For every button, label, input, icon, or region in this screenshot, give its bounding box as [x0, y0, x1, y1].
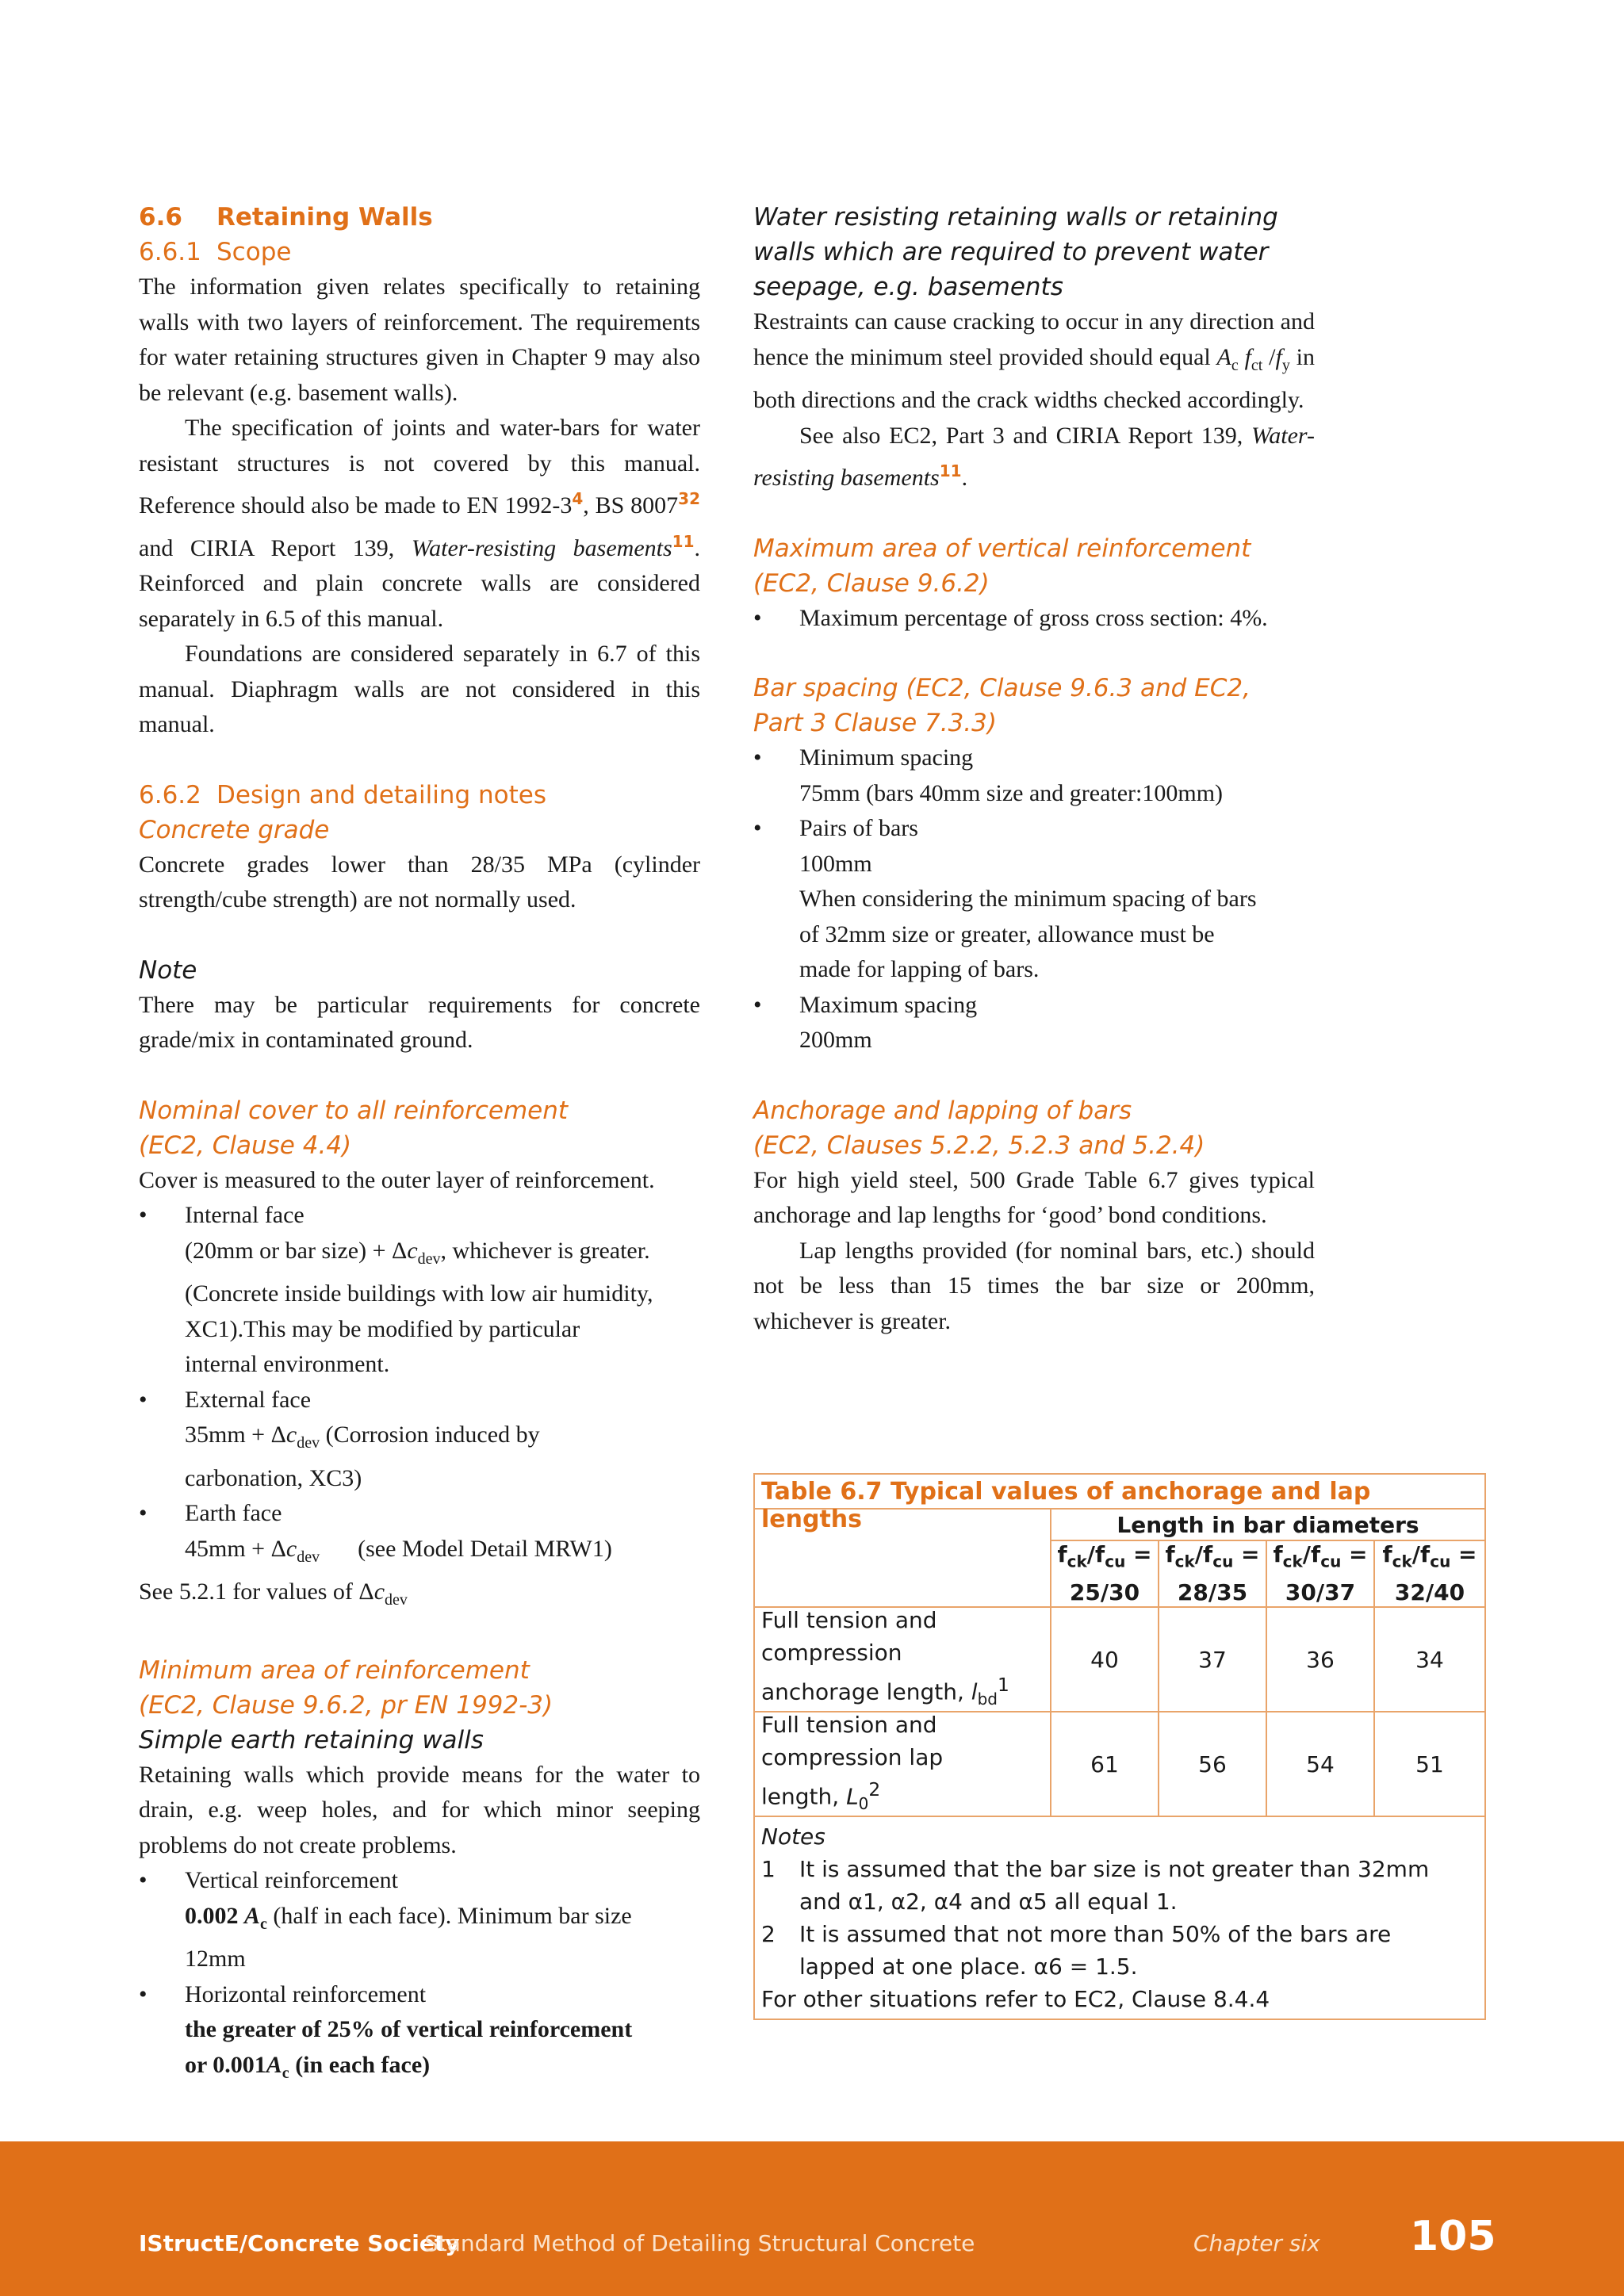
- scope-p2-italic: Water-resisting basements: [411, 534, 672, 561]
- c-symbol: c: [285, 1422, 297, 1448]
- vert-value-text: (half in each face). Minimum bar size: [266, 1902, 632, 1929]
- right-column: [753, 200, 1315, 1339]
- external-l1-text-b: (Corrosion induced by: [320, 1422, 540, 1448]
- horiz-value-text: or 0.001: [185, 2051, 266, 2078]
- external-face-item: [139, 1383, 700, 1418]
- A-symbol: A: [1216, 343, 1231, 370]
- earth-l1-text-b: (see Model Detail MRW1): [358, 1535, 612, 1562]
- dev-subscript: dev: [385, 1591, 408, 1609]
- row-label-lap: [755, 1712, 1051, 1817]
- reference-32: 32: [678, 489, 700, 508]
- bullet: •: [139, 1867, 147, 1893]
- grade-label: 25/30: [1069, 1579, 1140, 1606]
- f-symbol: f: [1382, 1540, 1392, 1567]
- table-cell: 61: [1051, 1712, 1159, 1817]
- scope-p2-text-b: , BS 8007: [583, 492, 679, 519]
- pairs-label: Pairs of bars: [799, 815, 918, 841]
- scope-p2-text-a: The specification of joints and water-bars for water resistant structures is not covered by this manual. Reference should also be made to EN 1992-3: [139, 415, 700, 519]
- table-cell: 51: [1375, 1712, 1484, 1817]
- slash-f: /f: [1302, 1540, 1321, 1567]
- column-header-grade-2: [1159, 1541, 1267, 1608]
- ck-subscript: ck: [1392, 1552, 1412, 1571]
- cu-subscript: cu: [1105, 1552, 1126, 1571]
- design-number: 6.6.2: [139, 780, 201, 809]
- footer-organisation: IStructE/Concrete Society: [139, 2230, 460, 2256]
- left-column: [139, 200, 700, 2091]
- see-also-text: See also EC2, Part 3 and CIRIA Report 139,: [799, 422, 1252, 449]
- footer-title: Standard Method of Detailing Structural Concrete: [424, 2230, 975, 2256]
- column-header-grade-3: [1267, 1541, 1375, 1608]
- vertical-reinforcement-size: 12mm: [185, 1946, 246, 1972]
- row-label-line: Full tension and: [761, 1606, 937, 1633]
- max-area-heading-line1: Maximum area of vertical reinforcement: [753, 534, 1251, 563]
- reference-11: 11: [672, 531, 695, 551]
- min-area-heading-line1: Minimum area of reinforcement: [139, 1655, 530, 1685]
- bd-subscript: bd: [977, 1689, 998, 1709]
- section-title: Retaining Walls: [216, 203, 433, 232]
- dev-subscript: dev: [297, 1434, 320, 1452]
- note-other: For other situations refer to EC2, Clause 8.4.4: [761, 1986, 1270, 2012]
- equals: =: [1125, 1540, 1152, 1567]
- table-notes: [755, 1817, 1484, 2019]
- external-face-line1: [139, 1418, 700, 1461]
- table-grid: [755, 1510, 1484, 1817]
- page-footer: [0, 2141, 1624, 2296]
- cover-paragraph: Cover is measured to the outer layer of reinforcement.: [139, 1166, 655, 1193]
- scope-title: Scope: [216, 238, 292, 266]
- earth-l1-text: 45mm + Δ: [185, 1535, 286, 1562]
- table-cell: 36: [1267, 1608, 1375, 1712]
- see-text: See 5.2.1 for values of Δ: [139, 1578, 374, 1605]
- horiz-value-text-b: (in each face): [289, 2051, 431, 2078]
- note-line: It is assumed that the bar size is not greater than 32mm: [799, 1856, 1430, 1882]
- note-1: [761, 1853, 1478, 1918]
- horizontal-reinforcement-value2: [139, 2048, 700, 2091]
- row-label-line: compression: [761, 1639, 902, 1666]
- f-symbol: f: [1275, 343, 1282, 370]
- concrete-grade-heading: Concrete grade: [139, 815, 330, 844]
- see-521-line: [139, 1575, 700, 1618]
- pairs-note-line2: of 32mm size or greater, allowance must be: [799, 920, 1215, 947]
- anchorage-heading-line2: (EC2, Clauses 5.2.2, 5.2.3 and 5.2.4): [753, 1131, 1205, 1160]
- max-percentage-item: [753, 601, 1315, 637]
- scope-paragraph-3: Foundations are considered separately in 6.7 of this manual. Diaphragm walls are not considered in this manual.: [139, 641, 700, 737]
- c-symbol: c: [285, 1535, 297, 1562]
- scope-number: 6.6.1: [139, 238, 201, 266]
- slash-f: /f: [1086, 1540, 1105, 1567]
- c-subscript: c: [282, 2064, 289, 2082]
- f-symbol: f: [1057, 1540, 1067, 1567]
- L-symbol: L: [846, 1782, 859, 1809]
- row-label-line: Full tension and: [761, 1711, 937, 1738]
- cu-subscript: cu: [1430, 1552, 1451, 1571]
- horizontal-reinforcement-value1: the greater of 25% of vertical reinforcement: [185, 2016, 633, 2042]
- see-also-italic: Water-resisting basements: [753, 422, 1315, 491]
- max-spacing-value: 200mm: [799, 1027, 872, 1053]
- bullet: •: [139, 1202, 147, 1228]
- pairs-note-line3: made for lapping of bars.: [799, 956, 1040, 982]
- table-cell: 54: [1267, 1712, 1375, 1817]
- note-number: 2: [761, 1921, 776, 1947]
- grade-label: 28/35: [1177, 1579, 1248, 1606]
- f-symbol: f: [1165, 1540, 1175, 1567]
- period: .: [961, 465, 968, 491]
- f-symbol: f: [1273, 1540, 1283, 1567]
- max-spacing-item: [753, 988, 1315, 1024]
- row-label-line: length,: [761, 1782, 847, 1809]
- table-cell: 34: [1375, 1608, 1484, 1712]
- internal-face-label: Internal face: [185, 1202, 304, 1228]
- earth-face-line1: [139, 1532, 700, 1575]
- bullet: •: [753, 815, 762, 841]
- vertical-reinforcement-item: [139, 1863, 700, 1899]
- f-symbol: f: [1244, 343, 1251, 370]
- pairs-value: 100mm: [799, 850, 872, 877]
- see-also-paragraph: [753, 419, 1315, 496]
- table-span-header: Length in bar diameters: [1051, 1510, 1484, 1541]
- row-label-anchorage: [755, 1608, 1051, 1712]
- cu-subscript: cu: [1320, 1552, 1342, 1571]
- min-spacing-label: Minimum spacing: [799, 744, 974, 771]
- reference-4: 4: [572, 489, 584, 508]
- y-subscript: y: [1281, 356, 1290, 374]
- table-title: Table 6.7 Typical values of anchorage and lap lengths: [755, 1475, 1484, 1510]
- design-title: Design and detailing notes: [216, 780, 546, 809]
- bullet: •: [139, 1386, 147, 1413]
- external-l1-text: 35mm + Δ: [185, 1422, 286, 1448]
- max-spacing-label: Maximum spacing: [799, 991, 978, 1018]
- anchorage-paragraph-2: Lap lengths provided (for nominal bars, etc.) should not be less than 15 times the bar size or 200mm, whichever is greater.: [753, 1237, 1315, 1334]
- scope-paragraph-2: [139, 411, 700, 637]
- concrete-grade-paragraph: Concrete grades lower than 28/35 MPa (cylinder strength/cube strength) are not normally used.: [139, 851, 700, 913]
- footer-chapter: Chapter six: [1193, 2230, 1320, 2256]
- anchorage-heading-line1: Anchorage and lapping of bars: [753, 1096, 1132, 1125]
- anchorage-lap-table: [753, 1473, 1486, 2020]
- note-line: lapped at one place. α6 = 1.5.: [799, 1954, 1138, 1980]
- slash-f: /f: [1411, 1540, 1431, 1567]
- ct-subscript: ct: [1251, 356, 1263, 374]
- simple-walls-paragraph: Retaining walls which provide means for the water to drain, e.g. weep holes, and for which minor seeping problems do not create problems.: [139, 1761, 700, 1858]
- external-face-line2: carbonation, XC3): [185, 1464, 362, 1491]
- note-paragraph: There may be particular requirements for concrete grade/mix in contaminated ground.: [139, 991, 700, 1053]
- c-symbol: c: [407, 1237, 418, 1264]
- notes-heading: Notes: [761, 1823, 825, 1850]
- section-number: 6.6: [139, 203, 182, 232]
- row-label-line: compression lap: [761, 1743, 944, 1770]
- min-area-heading-line2: (EC2, Clause 9.6.2, pr EN 1992-3): [139, 1690, 553, 1720]
- anchorage-paragraph-1: For high yield steel, 500 Grade Table 6.7 gives typical anchorage and lap lengths for ‘good’ bond conditions.: [753, 1166, 1315, 1228]
- zero-subscript: 0: [858, 1793, 869, 1813]
- c-subscript: c: [1231, 356, 1239, 374]
- section-heading: [139, 200, 700, 235]
- grade-label: 30/37: [1285, 1579, 1356, 1606]
- min-spacing-value: 75mm (bars 40mm size and greater:100mm): [799, 779, 1224, 806]
- footnote-2: 2: [868, 1777, 881, 1800]
- equals: =: [1341, 1540, 1368, 1567]
- c-subscript: c: [260, 1915, 267, 1933]
- equals: =: [1450, 1540, 1477, 1567]
- A-symbol: A: [266, 2051, 282, 2078]
- bullet: •: [139, 1980, 147, 2007]
- cu-subscript: cu: [1212, 1552, 1234, 1571]
- vert-value-number: 0.002: [185, 1902, 244, 1929]
- water-p-text-b: in both directions and the crack widths checked accordingly.: [753, 343, 1315, 413]
- note-2: [761, 1918, 1478, 1983]
- bullet: •: [139, 1500, 147, 1526]
- min-spacing-item: [753, 740, 1315, 776]
- equals: =: [1233, 1540, 1260, 1567]
- bullet: •: [753, 744, 762, 771]
- row-label-line: anchorage length,: [761, 1678, 971, 1705]
- pairs-note-line1: When considering the minimum spacing of bars: [799, 886, 1257, 912]
- column-header-grade-1: [1051, 1541, 1159, 1608]
- table-cell: 37: [1159, 1608, 1267, 1712]
- dev-subscript: dev: [297, 1548, 320, 1566]
- internal-face-line1: [139, 1234, 700, 1277]
- internal-face-item: [139, 1198, 700, 1234]
- dev-subscript: dev: [417, 1249, 441, 1268]
- c-symbol: c: [373, 1578, 385, 1605]
- internal-l1-text-b: , whichever is greater.: [440, 1237, 650, 1264]
- footnote-1: 1: [997, 1673, 1009, 1696]
- water-resisting-heading: Water resisting retaining walls or retaining walls which are required to prevent water seepage, e.g. basements: [753, 203, 1278, 301]
- scope-paragraph-1: The information given relates specifically to retaining walls with two layers of reinforcement. The requirements for water retaining structures given in Chapter 9 may also be relevant (e.g. basement walls).: [139, 274, 700, 406]
- table-cell: 40: [1051, 1608, 1159, 1712]
- scope-p2-text-c: and CIRIA Report 139,: [139, 534, 412, 561]
- pairs-item: [753, 811, 1315, 847]
- scope-heading: [139, 235, 700, 270]
- bullet: •: [753, 991, 762, 1018]
- vertical-reinforcement-value: [139, 1899, 700, 1942]
- max-area-heading-line2: (EC2, Clause 9.6.2): [753, 568, 990, 598]
- internal-face-line2: (Concrete inside buildings with low air humidity,: [185, 1280, 653, 1307]
- l-symbol: l: [971, 1678, 978, 1705]
- water-p-text-a: Restraints can cause cracking to occur in any direction and hence the minimum steel provided should equal: [753, 308, 1315, 370]
- bar-spacing-heading-line1: Bar spacing (EC2, Clause 9.6.3 and EC2,: [753, 674, 1251, 702]
- table-cell: 56: [1159, 1712, 1267, 1817]
- grade-label: 32/40: [1394, 1579, 1465, 1606]
- A-symbol: A: [244, 1902, 261, 1929]
- internal-face-line3: XC1).This may be modified by particular: [185, 1315, 580, 1342]
- horizontal-reinforcement-label: Horizontal reinforcement: [185, 1980, 427, 2007]
- ck-subscript: ck: [1067, 1552, 1087, 1571]
- earth-face-label: Earth face: [185, 1500, 282, 1526]
- ck-subscript: ck: [1282, 1552, 1303, 1571]
- note-line: and α1, α2, α4 and α5 all equal 1.: [799, 1888, 1178, 1915]
- internal-l1-text: (20mm or bar size) + Δ: [185, 1237, 408, 1264]
- table-header-empty: [755, 1510, 1051, 1608]
- slash: /: [1262, 343, 1276, 370]
- note-number: 1: [761, 1856, 776, 1882]
- simple-walls-heading: Simple earth retaining walls: [139, 1725, 484, 1755]
- vertical-reinforcement-label: Vertical reinforcement: [185, 1867, 399, 1893]
- internal-face-line4: internal environment.: [185, 1351, 390, 1377]
- cover-heading-line1: Nominal cover to all reinforcement: [139, 1096, 569, 1125]
- max-percentage-text: Maximum percentage of gross cross section: 4%.: [799, 604, 1268, 631]
- ck-subscript: ck: [1174, 1552, 1195, 1571]
- external-face-label: External face: [185, 1386, 312, 1413]
- slash-f: /f: [1194, 1540, 1213, 1567]
- bar-spacing-heading-line2: Part 3 Clause 7.3.3): [753, 709, 997, 737]
- note-line: It is assumed that not more than 50% of the bars are: [799, 1921, 1392, 1947]
- page-number: 105: [1410, 2213, 1496, 2260]
- note-heading: Note: [139, 955, 197, 985]
- water-resisting-paragraph: [753, 304, 1315, 419]
- reference-11: 11: [939, 461, 962, 480]
- cover-heading-line2: (EC2, Clause 4.4): [139, 1131, 352, 1160]
- design-heading: [139, 778, 700, 813]
- bullet: •: [753, 604, 762, 631]
- scope-p2-text-d: . Reinforced and plain concrete walls are considered separately in 6.5 of this manual.: [139, 534, 700, 632]
- earth-face-item: [139, 1496, 700, 1532]
- horizontal-reinforcement-item: [139, 1977, 700, 2013]
- column-header-grade-4: [1375, 1541, 1484, 1608]
